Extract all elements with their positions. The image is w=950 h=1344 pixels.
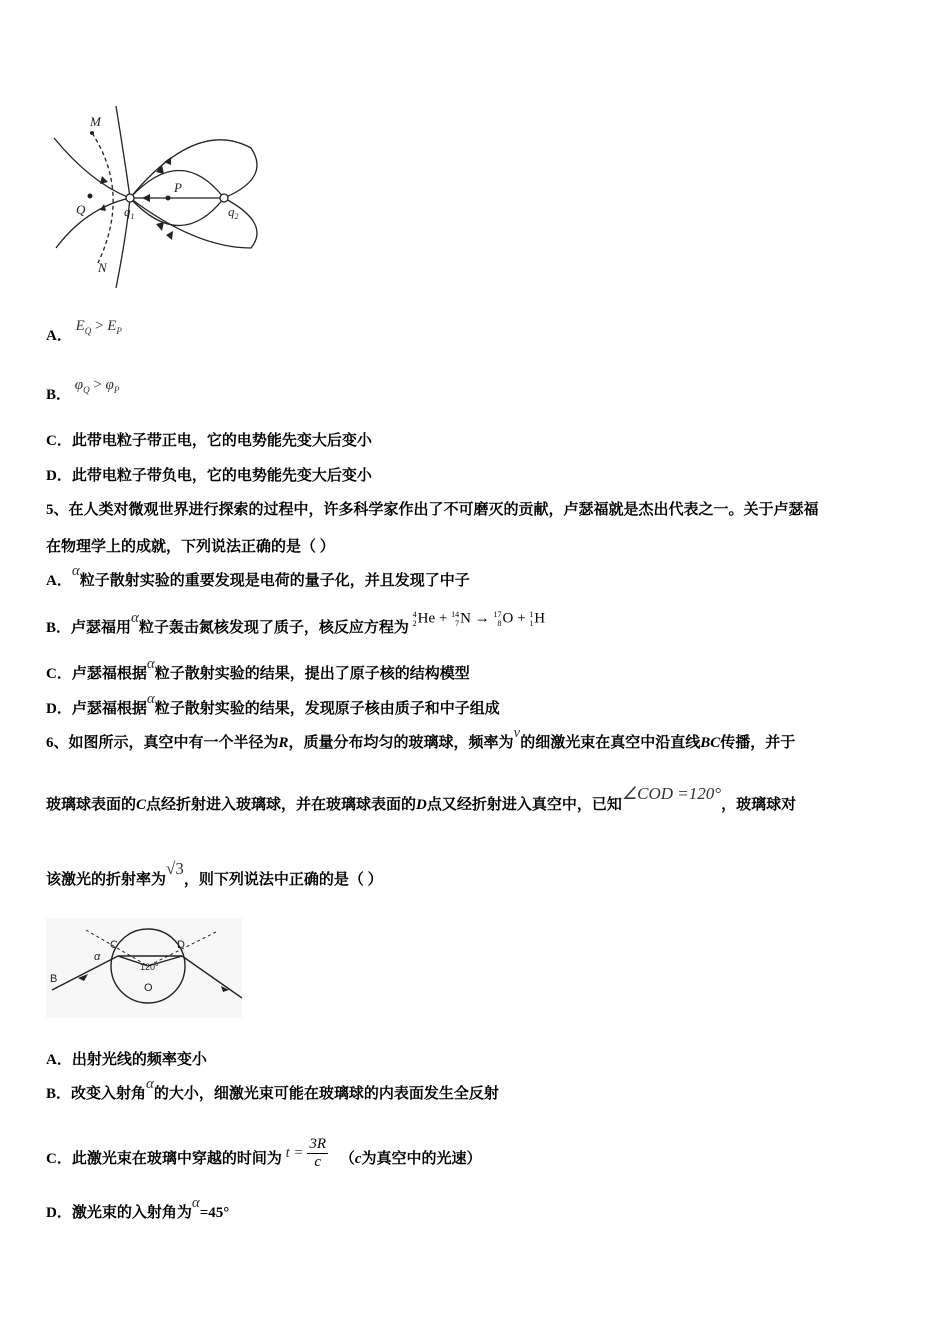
label-q1: $q_1$ <box>124 204 135 221</box>
glass-sphere-figure <box>46 918 242 1018</box>
label-N: N <box>98 260 107 275</box>
q6-option-b[interactable]: B．改变入射角α的大小，细激光束可能在玻璃球的内表面发生全反射 <box>46 1076 499 1102</box>
q5-option-d[interactable]: D．卢瑟福根据α粒子散射实验的结果，发现原子核由质子和中子组成 <box>46 691 500 717</box>
q4-option-d[interactable]: D．此带电粒子带负电，它的电势能先变大后变小 <box>46 468 372 484</box>
q4-option-c[interactable]: C．此带电粒子带正电，它的电势能先变大后变小 <box>46 433 372 449</box>
q5-option-b[interactable]: B．卢瑟福用α粒子轰击氮核发现了质子，核反应方程为 4 2 He + 14 7 N → 17 8 O + 1 1 H <box>46 609 546 636</box>
q6-option-a[interactable]: A．出射光线的频率变小 <box>46 1052 207 1068</box>
q5-stem-line2: 在物理学上的成就，下列说法正确的是（ ） <box>46 539 335 555</box>
label-alpha: α <box>94 951 101 963</box>
q6-option-c[interactable]: C．此激光束在玻璃中穿越的时间为 t = $\frac{3R}{c}$ （c为真空中的光速） <box>46 1136 482 1170</box>
label-D: D <box>177 939 185 951</box>
q6-stem-line2: 玻璃球表面的C点经折射进入玻璃球，并在玻璃球表面的D点又经折射进入真空中，已知∠COD =120°，玻璃球对 <box>46 784 797 813</box>
q4-option-a[interactable]: A． $E_Q > E_P$ <box>46 318 122 344</box>
label-P: P <box>174 180 182 195</box>
label-C: C <box>110 939 118 951</box>
label-120: 120° <box>140 962 159 972</box>
nuclear-equation: 4 2 He + 14 7 N → 17 8 O + 1 1 H <box>412 609 546 628</box>
label-O: O <box>144 982 153 994</box>
label-B: B <box>50 973 58 985</box>
q5-option-a[interactable]: A．α粒子散射实验的重要发现是电荷的量子化，并且发现了中子 <box>46 563 470 589</box>
field-lines-figure <box>46 98 268 294</box>
label-M: M <box>90 114 101 129</box>
q5-option-c[interactable]: C．卢瑟福根据α粒子散射实验的结果，提出了原子核的结构模型 <box>46 656 470 682</box>
label-Q: Q <box>76 202 86 217</box>
q6-stem-line3: 该激光的折射率为√3，则下列说法中正确的是（ ） <box>46 859 383 888</box>
time-fraction: $\frac{3R}{c}$ <box>309 1136 327 1170</box>
q6-stem-line1: 6、如图所示，真空中有一个半径为R，质量分布均匀的玻璃球，频率为ν的细激光束在真空中沿直线BC传播，并于 <box>46 725 796 751</box>
q5-stem-line1: 5、在人类对微观世界进行探索的过程中，许多科学家作出了不可磨灭的贡献，卢瑟福就是杰出代表之一。关于卢瑟福 <box>46 502 819 518</box>
q6-option-d[interactable]: D．激光束的入射角为α=45° <box>46 1195 230 1221</box>
q4-option-b[interactable]: B． $\varphi_Q > \varphi_P$ <box>46 377 120 403</box>
label-q2: $q_2$ <box>228 204 239 221</box>
